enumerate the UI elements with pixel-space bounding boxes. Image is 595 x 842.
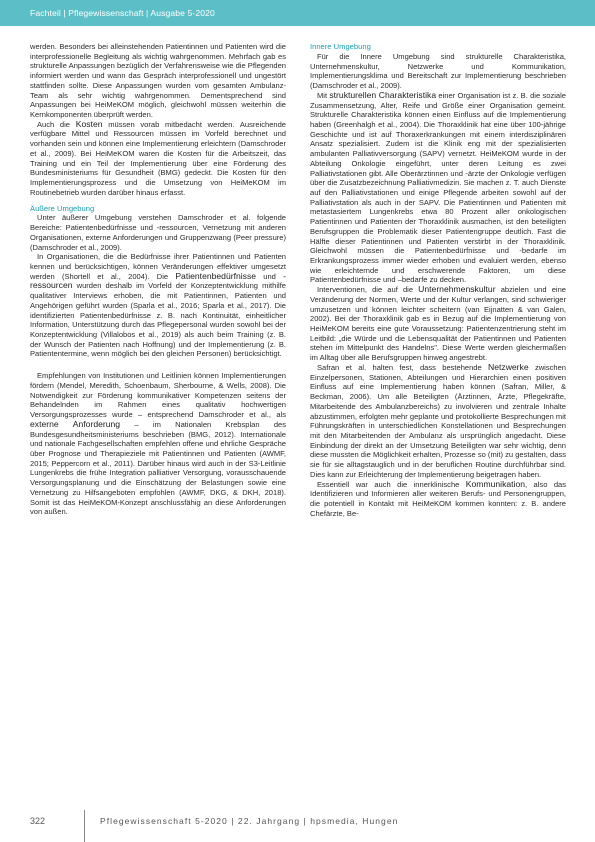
paragraph: Unter äußerer Umgebung verstehen Damschroder et al. folgende Bereiche: Patientenbedürfnisse und -ressourcen, Vernetzung mit anderen Organisationen, externe Anforderungen und Gruppenzwang (Peer pressure) (Damschroder et al., 2009). (30, 213, 286, 252)
paragraph: Interventionen, die auf die Unternehmenskultur abzielen und eine Veränderung der Normen, Werte und der Kultur verlangen, sind schwieriger umzusetzen und können leichter scheitern (van Eijnatten & van Galen, 2002). Bei der Thoraxklinik gab es in Bezug auf die Implementierung von HeiMeKOM bereits eine gute Voraussetzung: Patientenzentrierung steht im Leitbild: „die Würde und die Lebensqualität der Patientinnen und Patienten stehen im Mittelpunkt des Handelns". Diese Werte werden gleichermaßen im Alltag über alle Berufsgruppen hinweg angestrebt. (310, 284, 566, 363)
emphasis-term: Kosten (75, 118, 103, 129)
paragraph: werden. Besonders bei alleinstehenden Patientinnen und Patienten wird die interprofessionelle Begleitung als wichtig wahrgenommen. Mehrfach gab es strukturelle Anpassungen bezüglich der Verfahrensweise wie die Pflegenden informiert werden und wann das Gespräch interprofessionell und ungestört stattfinden sollte. Diese Anpassungen wurden vom gesamten Ambulanz-Team als sehr wichtig wahrgenommen. Dementsprechend sind Anpassungen bei HeiMeKOM möglich, gleichwohl müssen weiterhin die Kernkomponenten überprüft werden. (30, 42, 286, 120)
page-number: 322 (30, 816, 46, 826)
emphasis-term: strukturellen Charakteristika (329, 89, 437, 100)
left-column (30, 42, 286, 814)
right-column (310, 42, 566, 814)
section-subheading: Äußere Umgebung (30, 203, 95, 213)
footer-divider (84, 810, 85, 842)
paragraph: Essentiell war auch die innerklinische Kommunikation, also das Identifizieren und Informieren aller weiteren Berufs- und Personengruppen, die potentiell in Kontakt mit HeiMeKOM kommen konnten: z. B. andere Chefärzte, Be- (310, 478, 566, 518)
emphasis-term: Kommunikation (465, 478, 526, 489)
paragraph: Safran et al. halten fest, dass bestehende Netzwerke zwischen Einzelpersonen, Stationen, Abteilungen und Hierarchien einen positiven Einfluss auf eine Implementierung haben können (Safran, Miller, & Beckman, 2006). Um alle Beteiligten (Ärztinnen, Ärzte, Pflegekräfte, Mitarbeitende des Ambulanzbereichs) zu involvieren und zentrale Inhalte abzustimmen, erfolgten mehr geplante und protokollierte Besprechungen mit Führungskräften in unterschiedlichen Konstellationen und Besprechungen mit den Mitarbeitenden der Ambulanz als ursprünglich angedacht. Diese Einbindung der direkt an der Umsetzung Beteiligten war sehr wichtig, denn diese mussten die Möglichkeit erhalten, Prozesse so (mit) zu gestalten, dass sie für sie alltagstauglich und in der beruflichen Routine durchführbar sind. Dies kann zur Erleichterung der Implementierung beigetragen haben. (310, 361, 566, 479)
paragraph: Mit strukturellen Charakteristika einer Organisation ist z. B. die soziale Zusammensetzung, Alter, Reife und Größe einer Organisation gemeint. Strukturelle Charakteristika können einen Einfluss auf die Implementierung haben (Greenhalgh et al., 2004). Die Thoraxklinik hat eine über 100-jährige Geschichte und ist auf Thoraxerkrankungen mit einem interdisziplinären Ansatz spezialisiert. Zudem ist die Klinik eng mit der spezialisierten ambulanten Palliativversorgung (SAPV) vernetzt. HeiMeKOM wurde in der Abteilung Onkologie eingeführt, unter deren Leitung es zwei Palliativstationen gibt. Alle Oberärztinnen und -ärzte der Onkologie verfügen über die Zusatzbezeichnung Palliativmedizin. Sie machen z. T. auch Dienste auf den Palliativstationen und einige Pflegende arbeiten sowohl auf der Palliativstation als auch in der SAPV. Die Patientinnen und Patienten mit metastasiertem Lungenkrebs etwa 80 Prozent aller onkologischen Patientinnen und Patienten der Thoraxklinik ausmachen, ist den beteiligten Berufsgruppen die Problematik dieser Patientengruppe deutlich. Fast die Hälfte dieser Patientinnen und Patienten verstirbt in der Thoraxklinik. Gleichwohl müssen die Patientenbedürfnisse und -bedarfe im Erkrankungsprozess immer wieder erhoben und evaluiert werden, ebenso wie erleichternde und erschwerende Faktoren, um diese Patientenbedürfnisse und –bedarfe zu decken. (310, 89, 566, 285)
paragraph: Auch die Kosten müssen vorab mitbedacht werden. Ausreichende verfügbare Mittel und Ressourcen müssen im Vorfeld berechnet und vorhanden sein und können eine Implementierung erleichtern (Damschroder et al., 2009). Bei HeiMeKOM waren die Kosten für die Arbeitszeit, das Training und ein Teil der Implementierung über eine Förderung des Bundesministeriums für Gesundheit (BMG) gedeckt. Die Kosten für den Implementierungsprozess und die Umsetzung von HeiMeKOM im Routinebetrieb wurden darüber hinaus erfasst. (30, 118, 286, 197)
section-subheading: Innere Umgebung (310, 42, 371, 51)
emphasis-term: Patientenbedürfnisse (175, 270, 257, 281)
running-title: Fachteil | Pflegewissenschaft | Ausgabe 5-2020 (30, 8, 215, 18)
paragraph: Für die Innere Umgebung sind strukturelle Charakteristika, Unternehmenskultur, Netzwerke und Kommunikation, Implementierungsklima und Bereitschaft zur Implementierung beschrieben (Damschroder et al., 2009). (310, 51, 566, 91)
emphasis-term: -ressourcen (30, 270, 286, 291)
journal-footer: Pflegewissenschaft 5-2020 | 22. Jahrgang | hpsmedia, Hungen (100, 816, 399, 826)
emphasis-term: Unternehmenskultur (418, 284, 496, 295)
emphasis-term: externe Anforderung (30, 418, 121, 429)
paragraph: Empfehlungen von Institutionen und Leitlinien können Implementierungen fördern (Mendel, Meredith, Schoenbaum, Sherbourne, & Wells, 2008). Die Notwendigkeit zur Förderung kommunikativer Kompetenzen seitens der Behandelnden im Rahmen eines qualitativ hochwertigen Versorgungsprozesses wurde – entsprechend Damschroder et al., als externe Anforderung – im Nationalen Krebsplan des Bundesgesundheitsministeriums beschrieben (BMG, 2012). Internationale und nationale Fachgesellschaften empfehlen offene und ehrliche Gespräche über Prognose und Therapieziele mit Patientinnen und Patienten (AWMF, 2015; Peppercorn et al., 2011). Darüber hinaus wird auch in der S3-Leitlinie Lungenkrebs die frühe Integration palliativer Versorgung, vorausschauende Versorgungsplanung und die Einschätzung der Belastungen sowie eine Vernetzung zu Hilfsangeboten empfohlen (AWMF, DKG, & DKH, 2018). Somit ist das HeiMeKOM-Konzept anschlussfähig an diese Anforderungen von außen. (30, 371, 286, 517)
emphasis-term: Netzwerke (488, 361, 529, 372)
paragraph: In Organisationen, die die Bedürfnisse ihrer Patientinnen und Patienten kennen und berücksichtigen, können Veränderungen effektiver umgesetzt werden (Shortell et al., 2004). Die Patientenbedürfnisse und -ressourcen wurden deshalb im Vorfeld der Konzeptentwicklung mithilfe qualitativer Interviews erhoben, die mit Patientinnen, Patienten und Angehörigen geführt wurden (Sparla et al., 2016; Sparla et al., 2017). Die identifizierten Patientenbedürfnisse z. B. nach Kontinuität, einheitlicher Information, Unterstützung durch das Pflegepersonal wurden sowohl bei der Konzeptentwicklung (Villalobos et al., 2019) als auch beim Training (z. B. der Wunsch der Patienten nach Hoffnung) und der Implementierung (z. B. Patiententermine, wenn möglich bei den gleichen Personen) berücksichtigt. (30, 252, 286, 359)
header-bar (0, 0, 595, 26)
